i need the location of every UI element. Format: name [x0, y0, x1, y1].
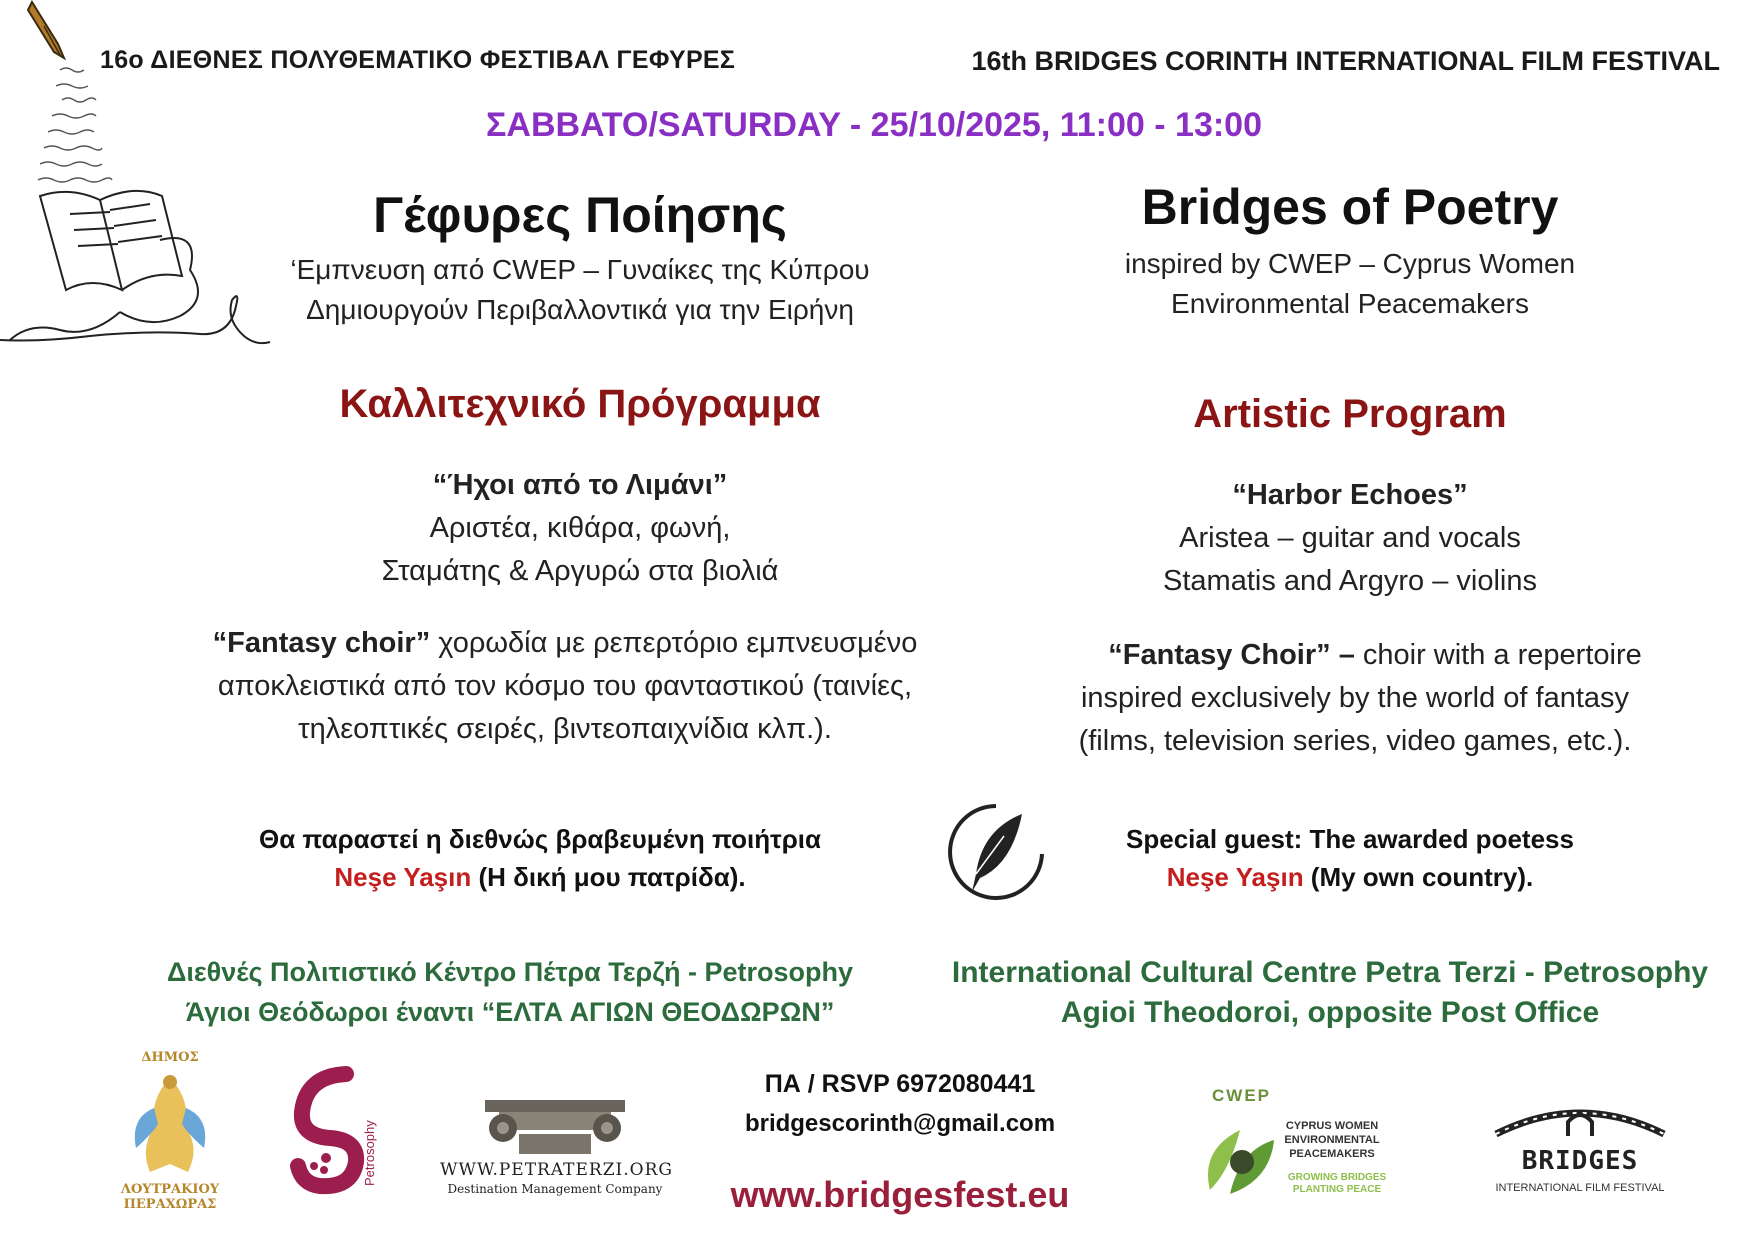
- english-item1-line2: Stamatis and Argyro – violins: [1163, 565, 1537, 597]
- cwep-logo-full-3: PEACEMAKERS: [1289, 1148, 1375, 1160]
- greek-guest-name: Neşe Yaşın: [334, 862, 472, 892]
- english-item2-line1: [1030, 634, 1720, 677]
- greek-item1-line1: Αριστέα, κιθάρα, φωνή,: [429, 512, 731, 544]
- header-greek: 16ο ΔΙΕΘΝΕΣ ΠΟΛΥΘΕΜΑΤΙΚΟ ΦΕΣΤΙΒΑΛ ΓΕΦΥΡΕΣ: [100, 46, 736, 74]
- english-item2-line2: inspired exclusively by the world of fantasy: [1080, 682, 1630, 714]
- greek-item1-line2: Σταμάτης & Αργυρώ στα βιολιά: [381, 555, 779, 587]
- english-subtitle-2: Environmental Peacemakers: [1171, 288, 1529, 319]
- cwep-logo-full-2: ENVIRONMENTAL: [1284, 1134, 1380, 1146]
- english-item2-line3: (films, television series, video games, etc.).: [1078, 725, 1632, 757]
- loutraki-logo-bottom: ΛΟΥΤΡΑΚΙΟΥ ΠΕΡΑΧΩΡΑΣ: [120, 1182, 220, 1212]
- bridges-logo-name: BRIDGES: [1521, 1146, 1639, 1176]
- english-guest-work: (My own country).: [1303, 862, 1534, 892]
- petrosophy-logo: [290, 1066, 400, 1196]
- film-bridge-icon: [1490, 1096, 1670, 1144]
- contact-email[interactable]: bridgescorinth@gmail.com: [744, 1110, 1056, 1137]
- date-line: ΣΑΒΒΑΤΟ/SATURDAY - 25/10/2025, 11:00 - 13:00: [485, 106, 1262, 144]
- greek-subtitle-2: Δημιουργούν Περιβαλλοντικά για την Ειρήνη: [306, 294, 854, 325]
- petraterzi-logo-url: WWW.PETRATERZI.ORG: [440, 1160, 673, 1180]
- bridges-festival-logo: [1490, 1096, 1670, 1206]
- english-item1-title: “Harbor Echoes”: [1232, 479, 1468, 511]
- website-link[interactable]: www.bridgesfest.eu: [730, 1174, 1070, 1215]
- greek-item2-title: “Fantasy choir”: [212, 627, 431, 659]
- english-item1-line1: Aristea – guitar and vocals: [1179, 522, 1521, 554]
- greek-subtitle-1: ‘Εμπνευση από CWEP – Γυναίκες της Κύπρου: [290, 254, 870, 285]
- greek-item2-rest: χορωδία με ρεπερτόριο εμπνευσμένο: [430, 627, 918, 659]
- english-venue-line2: Agioi Theodoroi, opposite Post Office: [1060, 996, 1600, 1029]
- english-item2-rest: choir with a repertoire: [1354, 639, 1642, 671]
- ionic-column-icon: [475, 1094, 635, 1154]
- english-guest-line1: Special guest: The awarded poetess: [1126, 824, 1574, 854]
- feather-quill-icon: [942, 800, 1048, 904]
- greek-title: Γέφυρες Ποίησης: [373, 187, 787, 243]
- bridges-logo-subtitle: INTERNATIONAL FILM FESTIVAL: [1495, 1182, 1665, 1194]
- greek-item2-line3: τηλεοπτικές σειρές, βιντεοπαιχνίδια κλπ.).: [298, 713, 832, 745]
- cwep-logo-name: CWEP: [1212, 1086, 1271, 1105]
- greek-guest-work: (Η δική μου πατρίδα).: [471, 862, 746, 892]
- rsvp-phone: ΠΑ / RSVP 6972080441: [764, 1070, 1036, 1098]
- petraterzi-logo-tagline: Destination Management Company: [447, 1182, 663, 1196]
- header-english: 16th BRIDGES CORINTH INTERNATIONAL FILM FESTIVAL: [971, 46, 1720, 76]
- pen-nib-icon: [28, 2, 64, 58]
- english-subtitle-1: inspired by CWEP – Cyprus Women: [1124, 248, 1576, 279]
- english-item2-title: “Fantasy Choir” –: [1108, 639, 1355, 671]
- greek-venue-line1: Διεθνές Πολιτιστικό Κέντρο Πέτρα Τερζή - Petrosophy: [166, 957, 854, 987]
- greek-guest-line1: Θα παραστεί η διεθνώς βραβευμένη ποιήτρια: [258, 824, 822, 854]
- english-guest-line2: [1000, 858, 1700, 896]
- cwep-logo-slogan-1: GROWING BRIDGES: [1287, 1172, 1387, 1183]
- greek-item2-line1: [150, 622, 980, 665]
- greek-item2-line2: αποκλειστικά από τον κόσμο του φανταστικού (ταινίες,: [217, 670, 913, 702]
- cwep-logo-slogan-2: PLANTING PEACE: [1292, 1184, 1382, 1195]
- loutraki-logo-top: ΔΗΜΟΣ: [141, 1050, 199, 1065]
- dancing-figures-icon: [130, 1068, 210, 1178]
- english-program-heading: Artistic Program: [1193, 392, 1507, 436]
- greek-program-heading: Καλλιτεχνικό Πρόγραμμα: [339, 382, 821, 426]
- cwep-logo: [1200, 1086, 1420, 1206]
- english-venue-line1: International Cultural Centre Petra Terzi - Petrosophy: [951, 956, 1709, 989]
- cwep-logo-full-1: CYPRUS WOMEN: [1285, 1120, 1379, 1132]
- greek-guest-line2: [180, 858, 900, 896]
- petraterzi-logo: [440, 1094, 673, 1204]
- greek-venue-line2: Άγιοι Θεόδωροι έναντι “ΕΛΤΑ ΑΓΙΩΝ ΘΕΟΔΩΡΩΝ”: [185, 997, 835, 1027]
- english-guest-name: Neşe Yaşın: [1166, 862, 1304, 892]
- english-title: Bridges of Poetry: [1141, 179, 1559, 235]
- greek-item1-title: “Ήχοι από το Λιμάνι”: [432, 469, 728, 501]
- petrosophy-logo-label: Petrosophy: [362, 1120, 377, 1186]
- loutraki-logo: [80, 1050, 260, 1210]
